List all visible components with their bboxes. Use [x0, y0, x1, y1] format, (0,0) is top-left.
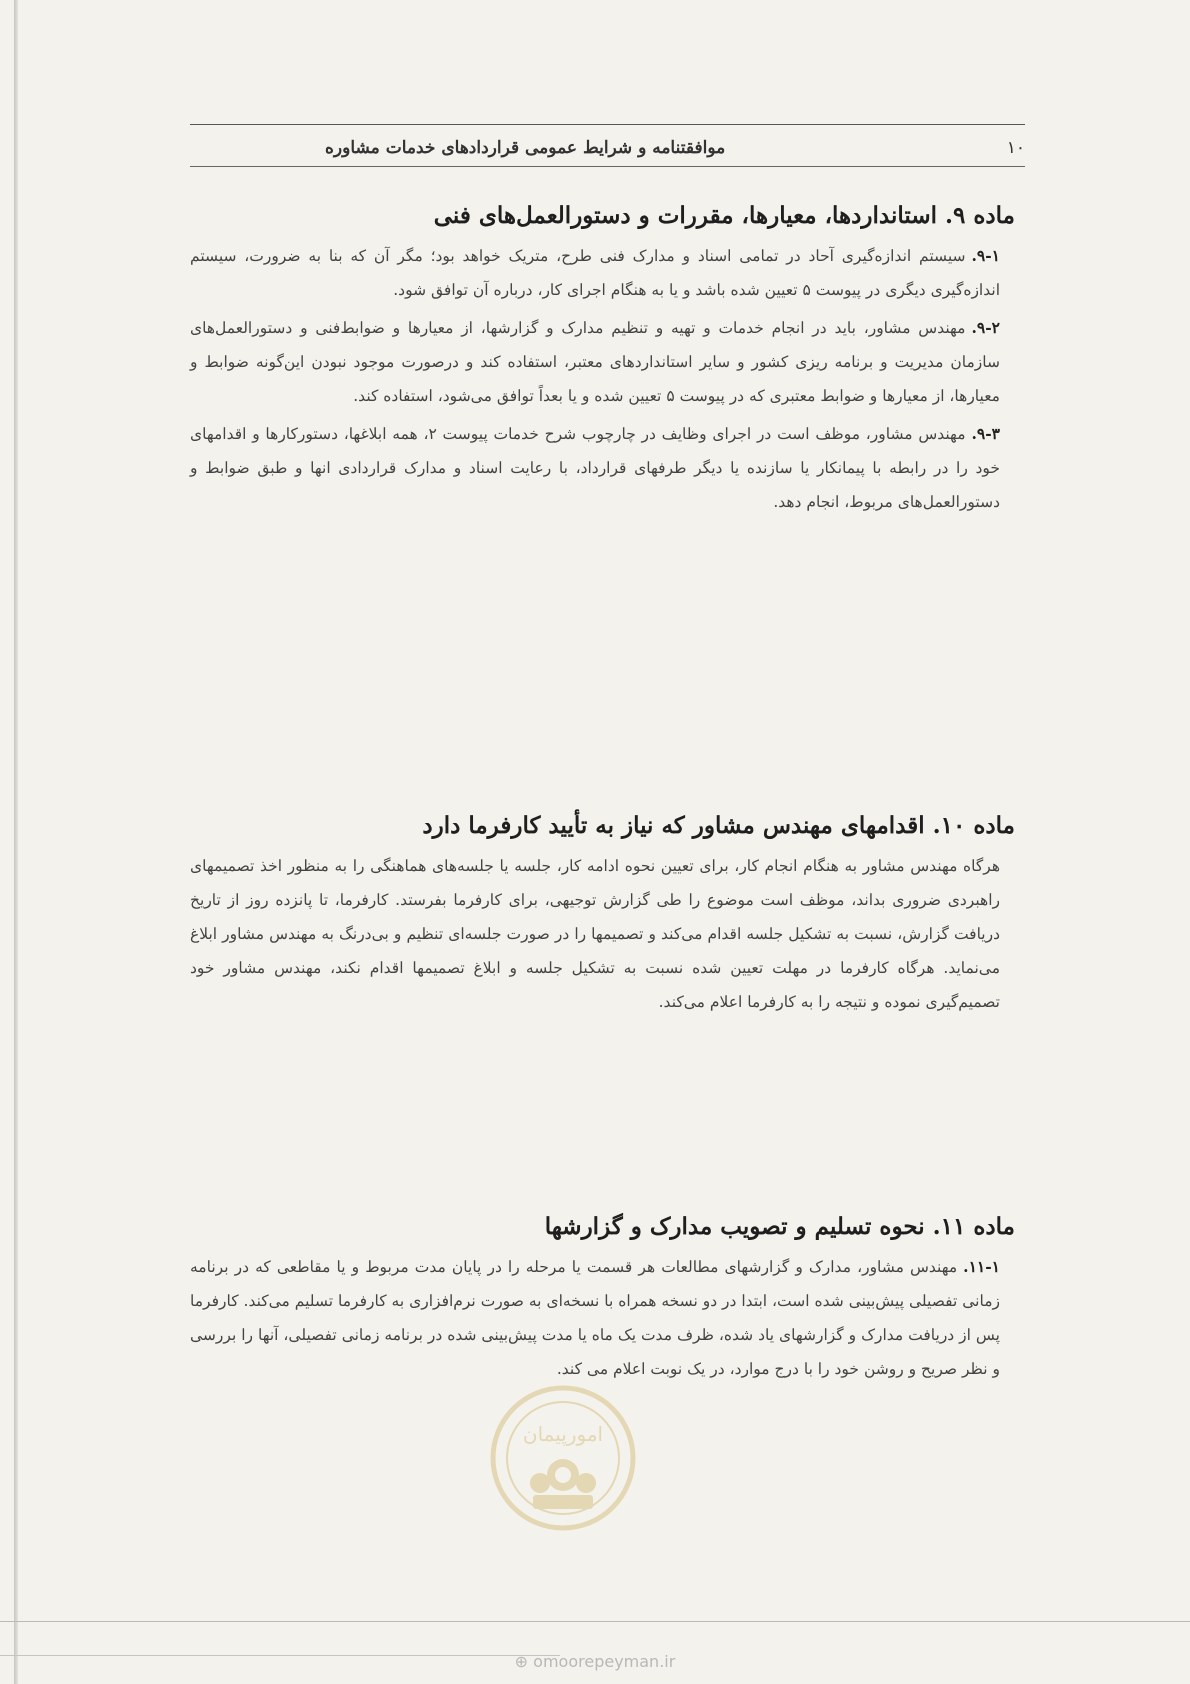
- clause-text: سیستم اندازه‌گیری آحاد در تمامی اسناد و مدارک فنی طرح، متریک خواهد بود؛ مگر آن که بنا به ضرورت، سیستم اندازه‌گیری دیگری در پیوست ۵ تعیین شده باشد و یا به هنگام اجرای کار، درباره آن توافق شود.: [190, 247, 1000, 299]
- article-10: [190, 812, 1015, 1019]
- clause-number: ۹-۲.: [971, 318, 1000, 337]
- page-header: [190, 124, 1025, 170]
- scan-bottom-line: [0, 1621, 1190, 1622]
- footer-url-text: omoorepeyman.ir: [533, 1652, 676, 1671]
- clause-number: ۹-۱.: [971, 246, 1000, 265]
- watermark-text: امورپیمان: [522, 1422, 604, 1446]
- clause-9-1: [190, 239, 1000, 307]
- article-11: [190, 1213, 1015, 1386]
- footer-url[interactable]: [0, 1652, 1190, 1671]
- clause-text: مهندس مشاور، مدارک و گزارشهای مطالعات هر قسمت یا مرحله را در پایان مدت مربوط و یا مقاطعی که در برنامه زمانی تفصیلی پیش‌بینی شده است، ابتدا در دو نسخه همراه با نسخه‌ای به صورت نرم‌افزاری به کارفرما تسلیم می‌کند. کارفرما پس از دریافت مدارک و گزارشهای یاد شده، ظرف مدت یک ماه یا مدت پیش‌بینی شده در برنامه زمانی تفصیلی، آنها را بررسی و نظر صریح و روشن خود را با درج موارد، در یک نوبت اعلام می کند.: [190, 1258, 1000, 1378]
- globe-icon: ⊕: [514, 1652, 529, 1671]
- clause-number: ۱۱-۱.: [963, 1257, 1000, 1276]
- article-10-heading: ماده ۱۰. اقدامهای مهندس مشاور که نیاز به تأیید کارفرما دارد: [422, 812, 1015, 839]
- header-bottom-rule: [190, 166, 1025, 167]
- clause-text: مهندس مشاور، موظف است در اجرای وظایف در چارچوب شرح خدمات پیوست ۲، همه ابلاغها، دستورکارها و اقدامهای خود را در رابطه با پیمانکار یا سازنده یا دیگر طرفهای قرارداد، با رعایت اسناد و مدارک قراردادی انها و طبق ضوابط و دستورالعمل‌های مربوط، انجام دهد.: [190, 425, 1000, 511]
- clause-11-1: [190, 1250, 1000, 1386]
- watermark-seal-logo: [488, 1383, 638, 1533]
- article-9-heading: ماده ۹. استانداردها، معیارها، مقررات و دستورالعمل‌های فنی: [433, 202, 1015, 229]
- header-top-rule: [190, 124, 1025, 125]
- article-10-body: هرگاه مهندس مشاور به هنگام انجام کار، برای تعیین نحوه ادامه کار، جلسه یا جلسه‌های هماهنگی را به منظور اخذ تصمیمهای راهبردی ضروری بداند، موظف است موضوع را طی گزارش توجیهی، برای کارفرما بفرستد. کارفرما، تا پانزده روز از تاریخ دریافت گزارش، نسبت به تشکیل جلسه اقدام می‌کند و تصمیمها را در صورت جلسه‌ای تنظیم و بی‌درنگ به مهندس مشاور ابلاغ می‌نماید. هرگاه کارفرما در مهلت تعیین شده نسبت به تشکیل جلسه و ابلاغ تصمیمها اقدام نکند، مهندس مشاور خود تصمیم‌گیری نموده و نتیجه را به کارفرما اعلام می‌کند.: [190, 857, 1000, 1011]
- clause-number: ۹-۳.: [971, 424, 1000, 443]
- clause-text: مهندس مشاور، باید در انجام خدمات و تهیه و تنظیم مدارک و گزارشها، از معیارها و ضوابط‌فنی و دستورالعمل‌های سازمان مدیریت و برنامه ریزی کشور و سایر استانداردهای معتبر، استفاده کند و درصورت موجود نبودن این‌گونه ضوابط و معیارها، از معیارها و ضوابط معتبری که در پیوست ۵ تعیین شده و یا بعداً توافق می‌شود، استفاده کند.: [190, 319, 1000, 405]
- clause-9-2: [190, 311, 1000, 413]
- running-title: موافقتنامه و شرایط عمومی قراردادهای خدمات مشاوره: [325, 138, 726, 158]
- article-9: [190, 202, 1015, 519]
- article-11-heading: ماده ۱۱. نحوه تسلیم و تصویب مدارک و گزارشها: [544, 1213, 1015, 1240]
- clause-9-3: [190, 417, 1000, 519]
- page-number: ۱۰: [1006, 138, 1025, 158]
